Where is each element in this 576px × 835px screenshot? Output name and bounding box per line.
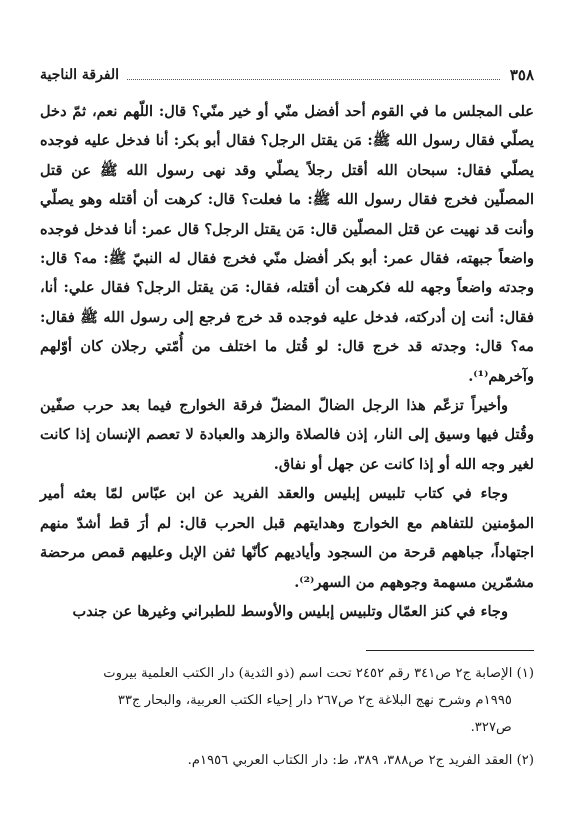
footnote-separator [366, 650, 534, 651]
paragraph: وأخيراً تزعّم هذا الرجل الضالّ المضلّ فرقة الخوارج فيما بعد حرب صفّين وقُتل فيها وسيق إلى النار، إذن فالصلاة والزهد والعبادة لا تعصم الإنسان إذا كانت لغير وجه الله أو إذا كانت عن جهل أو نفاق. [40, 397, 534, 473]
paragraph: وجاء في كنز العمّال وتلبيس إبليس والأوسط للطبراني وغيرها عن جندب [72, 602, 508, 620]
footnotes [40, 660, 534, 774]
footnote-1-line: ص٣٢٧. [470, 720, 512, 735]
running-title: الفرقة الناجية [40, 67, 120, 83]
page-number: ٣٥٨ [509, 66, 534, 84]
main-text [40, 97, 534, 626]
footnote-2: (٢) العقد الفريد ج٢ ص٣٨٨، ٣٨٩، ط: دار الكتاب العربي ١٩٥٦م. [187, 753, 534, 768]
paragraph: وجاء في كتاب تلبيس إبليس والعقد الفريد عن ابن عبّاس لمّا بعثه أمير المؤمنين للتفاهم مع الخوارج وهدايتهم قبل الحرب قال: لم أرَ قط أشدّ منهم اجتهاداً، جباههم قرحة من السجود وأياديهم كأنّها ثفن الإبل وعليهم قمص مرحضة مشمّرين مسهمة وجوههم من السهر⁽²⁾. [40, 485, 534, 591]
header-dotted-leader [127, 79, 500, 80]
paragraph: على المجلس ما في القوم أحد أفضل منّي أو خير منّي؟ قال: اللّهم نعم، ثمّ دخل يصلّي فقال رسول الله ﷺ: مَن يقتل الرجل؟ فقال أبو بكر: أنا فدخل عليه فوجده يصلّي فقال: سبحان الله أقتل رجلاً يصلّي وقد نهى رسول الله ﷺ عن قتل المصلّين فخرج فقال رسول الله ﷺ: ما فعلت؟ قال: كرهت أن أقتله وهو يصلّي وأنت قد نهيت عن قتل المصلّين قال: مَن يقتل الرجل؟ قال عمر: أنا فدخل فوجده واضعاً جبهته، فقال عمر: أبو بكر أفضل منّي فخرج فقال له النبيّ ﷺ: مه؟ قال: وجدته واضعاً وجهه لله فكرهت أن أقتله، فقال: مَن يقتل الرجل؟ فقال علي: أنا، فقال: أنت إن أدركته، فدخل عليه فوجده قد خرج فرجع إلى رسول الله ﷺ فقال: مه؟ قال: وجدته قد خرج قال: لو قُتل ما اختلف من أُمّتي رجلان كان أوّلهم وآخرهم⁽¹⁾. [40, 103, 534, 385]
page-header [40, 64, 534, 86]
footnote-1-line: ١٩٩٥م وشرح نهج البلاغة ج٢ ص٢٦٧ دار إحياء الكتب العربية، والبحار ج٣٣ [117, 693, 512, 708]
footnote-1-line: (١) الإصابة ج٢ ص٣٤١ رقم ٢٤٥٢ تحت اسم (ذو الثدية) دار الكتب العلمية بيروت [103, 666, 534, 681]
